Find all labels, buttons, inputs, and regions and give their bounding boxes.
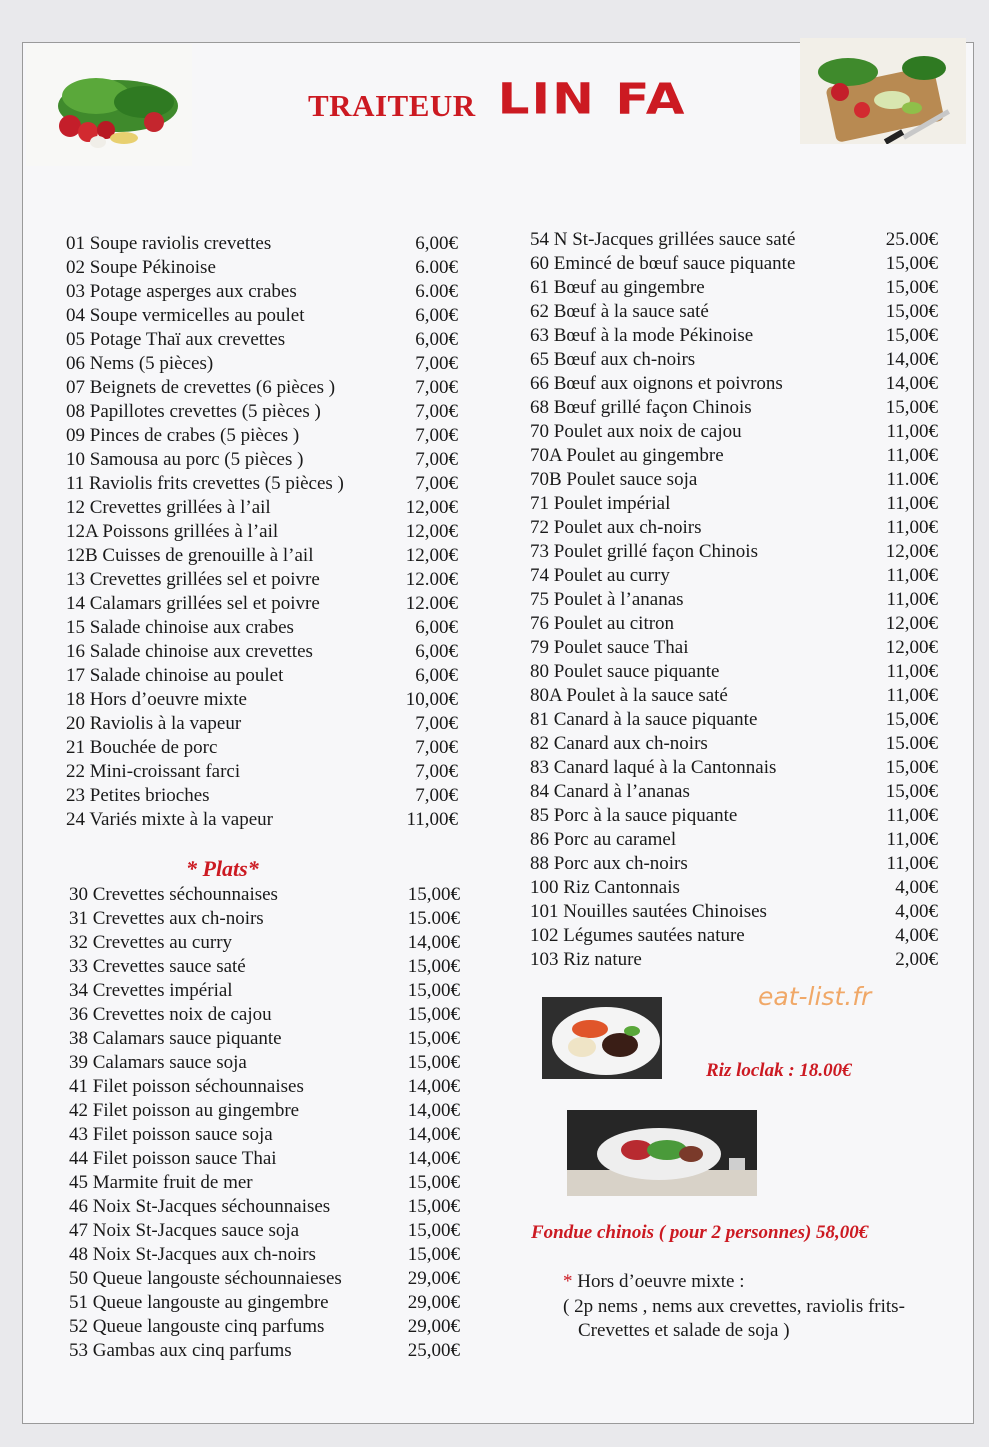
menu-item-price: 15,00€ [407,956,460,977]
menu-item [530,564,938,588]
menu-item-price: 15,00€ [407,1004,460,1025]
menu-item [69,1195,460,1219]
menu-item-name: 12A Poissons grillées à l’ail [66,521,279,542]
riz-loclak-photo [542,997,662,1079]
menu-item-name: 01 Soupe raviolis crevettes [66,233,272,254]
menu-item-name: 02 Soupe Pékinoise [66,257,216,278]
menu-item-name: 06 Nems (5 pièces) [66,353,214,374]
menu-item-price: 11,00€ [886,829,938,850]
menu-item-price: 6,00€ [415,665,458,686]
menu-item-name: 70B Poulet sauce soja [530,469,698,490]
title-lin-fa: LIN FA [497,74,687,124]
menu-item-name: 21 Bouchée de porc [66,737,218,758]
menu-item [530,756,938,780]
menu-item [69,955,460,979]
menu-item-name: 36 Crevettes noix de cajou [69,1004,272,1025]
mains-list [530,228,938,972]
menu-item-name: 66 Bœuf aux oignons et poivrons [530,373,783,394]
menu-item-name: 100 Riz Cantonnais [530,877,680,898]
menu-item [66,496,458,520]
menu-item [530,468,938,492]
menu-item [66,472,458,496]
menu-item-price: 15,00€ [407,1172,460,1193]
menu-item-name: 83 Canard laqué à la Cantonnais [530,757,777,778]
menu-item [69,1267,460,1291]
menu-item-name: 43 Filet poisson sauce soja [69,1124,273,1145]
menu-item-name: 34 Crevettes impérial [69,980,233,1001]
menu-item-price: 6.00€ [415,281,458,302]
menu-item-price: 7,00€ [415,401,458,422]
menu-item [530,372,938,396]
menu-item-price: 6,00€ [415,641,458,662]
menu-item [66,616,458,640]
menu-item [530,324,938,348]
menu-item-price: 14,00€ [407,932,460,953]
menu-item [66,328,458,352]
menu-item-price: 6,00€ [415,305,458,326]
title-traiteur: TRAITEUR [308,88,476,123]
menu-item-price: 15,00€ [885,709,938,730]
menu-item-name: 12 Crevettes grillées à l’ail [66,497,271,518]
hors-oeuvre-note-line2: Crevettes et salade de soja ) [578,1320,790,1341]
menu-item-name: 102 Légumes sautées nature [530,925,745,946]
menu-item-name: 22 Mini-croissant farci [66,761,241,782]
menu-item-name: 76 Poulet au citron [530,613,675,634]
menu-item-price: 15,00€ [885,301,938,322]
menu-item [66,664,458,688]
menu-item-price: 15,00€ [407,884,460,905]
menu-item-name: 11 Raviolis frits crevettes (5 pièces ) [66,473,344,494]
menu-item [66,280,458,304]
menu-item [69,1315,460,1339]
menu-item-price: 11,00€ [886,517,938,538]
menu-item-name: 74 Poulet au curry [530,565,670,586]
menu-item [530,276,938,300]
menu-item [530,228,938,252]
menu-item-name: 60 Emincé de bœuf sauce piquante [530,253,796,274]
menu-item-price: 11,00€ [886,421,938,442]
menu-item-name: 73 Poulet grillé façon Chinois [530,541,758,562]
menu-item-name: 46 Noix St-Jacques séchounnaises [69,1196,331,1217]
menu-item-price: 14,00€ [407,1076,460,1097]
menu-item-price: 4,00€ [895,925,938,946]
menu-item-price: 4,00€ [895,901,938,922]
menu-item-name: 72 Poulet aux ch-noirs [530,517,702,538]
menu-item [66,640,458,664]
menu-item-price: 15,00€ [885,397,938,418]
menu-item [530,660,938,684]
menu-item [66,544,458,568]
menu-item-name: 10 Samousa au porc (5 pièces ) [66,449,304,470]
menu-item-name: 04 Soupe vermicelles au poulet [66,305,305,326]
menu-item-name: 63 Bœuf à la mode Pékinoise [530,325,754,346]
menu-item-name: 81 Canard à la sauce piquante [530,709,758,730]
menu-item [66,232,458,256]
menu-item [530,708,938,732]
menu-item-price: 15.00€ [407,908,460,929]
menu-item [69,883,460,907]
menu-item-name: 30 Crevettes séchounnaises [69,884,278,905]
menu-item-name: 103 Riz nature [530,949,642,970]
menu-item [69,1123,460,1147]
menu-item-name: 70A Poulet au gingembre [530,445,724,466]
menu-item-price: 11,00€ [886,589,938,610]
menu-item [66,712,458,736]
menu-item-price: 11,00€ [886,805,938,826]
menu-item [66,520,458,544]
menu-item-price: 11,00€ [406,809,458,830]
menu-item [69,1147,460,1171]
menu-item-name: 54 N St-Jacques grillées sauce saté [530,229,796,250]
menu-item-price: 11,00€ [886,445,938,466]
menu-item [69,1243,460,1267]
menu-item-price: 15.00€ [885,733,938,754]
menu-item-price: 10,00€ [405,689,458,710]
menu-item-price: 15,00€ [407,1028,460,1049]
menu-item-name: 80 Poulet sauce piquante [530,661,720,682]
menu-item-price: 7,00€ [415,785,458,806]
menu-item-price: 12,00€ [405,545,458,566]
menu-item-price: 15,00€ [885,781,938,802]
menu-item-name: 41 Filet poisson séchounnaises [69,1076,304,1097]
menu-item [530,828,938,852]
menu-item [530,252,938,276]
menu-item [530,948,938,972]
menu-item-name: 13 Crevettes grillées sel et poivre [66,569,320,590]
menu-item-price: 12,00€ [885,637,938,658]
menu-item-price: 7,00€ [415,425,458,446]
menu-item-name: 47 Noix St-Jacques sauce soja [69,1220,300,1241]
menu-item-name: 53 Gambas aux cinq parfums [69,1340,292,1361]
menu-item-name: 84 Canard à l’ananas [530,781,690,802]
menu-item-name: 51 Queue langouste au gingembre [69,1292,329,1313]
menu-item-name: 75 Poulet à l’ananas [530,589,684,610]
plats-list [69,883,460,1363]
watermark: eat-list.fr [758,982,872,1011]
menu-item-price: 11.00€ [886,469,938,490]
menu-item-name: 39 Calamars sauce soja [69,1052,247,1073]
menu-item [530,684,938,708]
vegetables-photo-left [26,44,192,166]
menu-item-name: 65 Bœuf aux ch-noirs [530,349,696,370]
menu-item-name: 71 Poulet impérial [530,493,671,514]
menu-item [69,1339,460,1363]
menu-item-name: 88 Porc aux ch-noirs [530,853,688,874]
menu-item-price: 25.00€ [885,229,938,250]
menu-item-price: 12,00€ [885,541,938,562]
menu-item-name: 38 Calamars sauce piquante [69,1028,282,1049]
menu-item-name: 05 Potage Thaï aux crevettes [66,329,286,350]
menu-item-name: 82 Canard aux ch-noirs [530,733,708,754]
menu-item [66,376,458,400]
menu-item-name: 33 Crevettes sauce saté [69,956,246,977]
menu-item-name: 32 Crevettes au curry [69,932,233,953]
note-title: Hors d’oeuvre mixte : [577,1271,745,1292]
menu-item-price: 7,00€ [415,449,458,470]
menu-item-price: 12.00€ [405,593,458,614]
menu-item-name: 42 Filet poisson au gingembre [69,1100,300,1121]
menu-item [66,760,458,784]
menu-item [530,420,938,444]
plats-heading: * Plats* [186,856,259,881]
restaurant-title [308,70,687,128]
menu-item-price: 15,00€ [407,1052,460,1073]
menu-item-price: 29,00€ [407,1316,460,1337]
menu-item [530,348,938,372]
menu-item-price: 12,00€ [405,497,458,518]
menu-item-price: 2,00€ [895,949,938,970]
menu-item-price: 11,00€ [886,685,938,706]
menu-item-name: 48 Noix St-Jacques aux ch-noirs [69,1244,316,1265]
menu-item-name: 62 Bœuf à la sauce saté [530,301,709,322]
menu-item [69,1027,460,1051]
menu-item [530,492,938,516]
menu-item-price: 12,00€ [885,613,938,634]
menu-item [530,900,938,924]
fondue-photo [567,1110,757,1196]
cutting-board-photo-right [800,38,966,144]
menu-item [69,979,460,1003]
menu-item-name: 15 Salade chinoise aux crabes [66,617,294,638]
menu-item-name: 80A Poulet à la sauce saté [530,685,728,706]
menu-item-price: 11,00€ [886,565,938,586]
menu-item-name: 09 Pinces de crabes (5 pièces ) [66,425,300,446]
menu-item-price: 11,00€ [886,853,938,874]
menu-item-price: 6,00€ [415,233,458,254]
menu-item [69,931,460,955]
menu-item-price: 15,00€ [407,980,460,1001]
riz-loclak-label: Riz loclak : 18.00€ [706,1060,852,1081]
menu-item [69,1051,460,1075]
menu-item-price: 14,00€ [407,1100,460,1121]
menu-item [530,516,938,540]
menu-item [66,352,458,376]
menu-item [66,448,458,472]
menu-item-name: 20 Raviolis à la vapeur [66,713,242,734]
menu-item-price: 15,00€ [407,1196,460,1217]
menu-item [530,804,938,828]
menu-item-name: 68 Bœuf grillé façon Chinois [530,397,752,418]
menu-item-price: 14,00€ [407,1124,460,1145]
menu-item [530,636,938,660]
fondue-label: Fondue chinois ( pour 2 personnes) 58,00€ [531,1222,869,1243]
menu-item [530,780,938,804]
hors-oeuvre-note-line1: ( 2p nems , nems aux crevettes, raviolis frits- [563,1296,905,1317]
menu-item-price: 6,00€ [415,617,458,638]
menu-item [530,732,938,756]
menu-item-name: 70 Poulet aux noix de cajou [530,421,742,442]
menu-item-price: 7,00€ [415,353,458,374]
menu-item-price: 15,00€ [885,277,938,298]
menu-item [66,784,458,808]
menu-item [69,1291,460,1315]
menu-item-price: 14,00€ [407,1148,460,1169]
menu-item-price: 15,00€ [407,1244,460,1265]
menu-item-price: 14,00€ [885,373,938,394]
menu-item [66,304,458,328]
menu-item-name: 18 Hors d’oeuvre mixte [66,689,247,710]
menu-item [530,540,938,564]
note-star: * [563,1271,573,1292]
menu-item-name: 17 Salade chinoise au poulet [66,665,284,686]
menu-item-name: 79 Poulet sauce Thai [530,637,689,658]
menu-item-name: 52 Queue langouste cinq parfums [69,1316,325,1337]
menu-item [66,400,458,424]
menu-item-price: 11,00€ [886,493,938,514]
menu-item-price: 7,00€ [415,473,458,494]
menu-item-name: 50 Queue langouste séchounnaieses [69,1268,342,1289]
menu-item-price: 6.00€ [415,257,458,278]
menu-item [530,852,938,876]
menu-item-price: 7,00€ [415,377,458,398]
menu-item [69,1075,460,1099]
menu-item-price: 29,00€ [407,1268,460,1289]
menu-item [530,444,938,468]
menu-item [69,1003,460,1027]
menu-item-price: 7,00€ [415,761,458,782]
menu-item-name: 61 Bœuf au gingembre [530,277,705,298]
menu-item-name: 23 Petites brioches [66,785,210,806]
menu-item-name: 31 Crevettes aux ch-noirs [69,908,264,929]
menu-item-name: 14 Calamars grillées sel et poivre [66,593,320,614]
menu-item [69,1219,460,1243]
menu-item-price: 15,00€ [885,325,938,346]
menu-item-name: 07 Beignets de crevettes (6 pièces ) [66,377,336,398]
menu-item [530,300,938,324]
menu-item [66,808,458,832]
menu-item-name: 03 Potage asperges aux crabes [66,281,297,302]
menu-item [530,924,938,948]
menu-item [530,876,938,900]
menu-item [69,907,460,931]
menu-item-name: 12B Cuisses de grenouille à l’ail [66,545,314,566]
menu-item [66,592,458,616]
menu-item-price: 7,00€ [415,713,458,734]
menu-item-price: 15,00€ [885,757,938,778]
menu-item [66,424,458,448]
menu-item-name: 24 Variés mixte à la vapeur [66,809,273,830]
menu-item-name: 101 Nouilles sautées Chinoises [530,901,767,922]
menu-item [530,396,938,420]
hors-oeuvre-note-title [563,1271,745,1293]
menu-item [66,736,458,760]
menu-item [530,612,938,636]
menu-item-price: 25,00€ [407,1340,460,1361]
menu-item-name: 86 Porc au caramel [530,829,677,850]
menu-item [69,1171,460,1195]
menu-item-name: 45 Marmite fruit de mer [69,1172,253,1193]
menu-item [66,256,458,280]
menu-item-price: 6,00€ [415,329,458,350]
menu-item-price: 14,00€ [885,349,938,370]
menu-item [66,568,458,592]
menu-item [66,688,458,712]
menu-item-name: 85 Porc à la sauce piquante [530,805,738,826]
menu-item-name: 08 Papillotes crevettes (5 pièces ) [66,401,321,422]
menu-item-price: 11,00€ [886,661,938,682]
menu-item [530,588,938,612]
menu-item-price: 7,00€ [415,737,458,758]
menu-item-name: 44 Filet poisson sauce Thai [69,1148,277,1169]
menu-item-price: 12,00€ [405,521,458,542]
menu-item-price: 4,00€ [895,877,938,898]
menu-item-price: 12.00€ [405,569,458,590]
menu-item-name: 16 Salade chinoise aux crevettes [66,641,313,662]
menu-item-price: 15,00€ [407,1220,460,1241]
starters-list [66,232,458,832]
menu-item-price: 29,00€ [407,1292,460,1313]
menu-item [69,1099,460,1123]
menu-item-price: 15,00€ [885,253,938,274]
